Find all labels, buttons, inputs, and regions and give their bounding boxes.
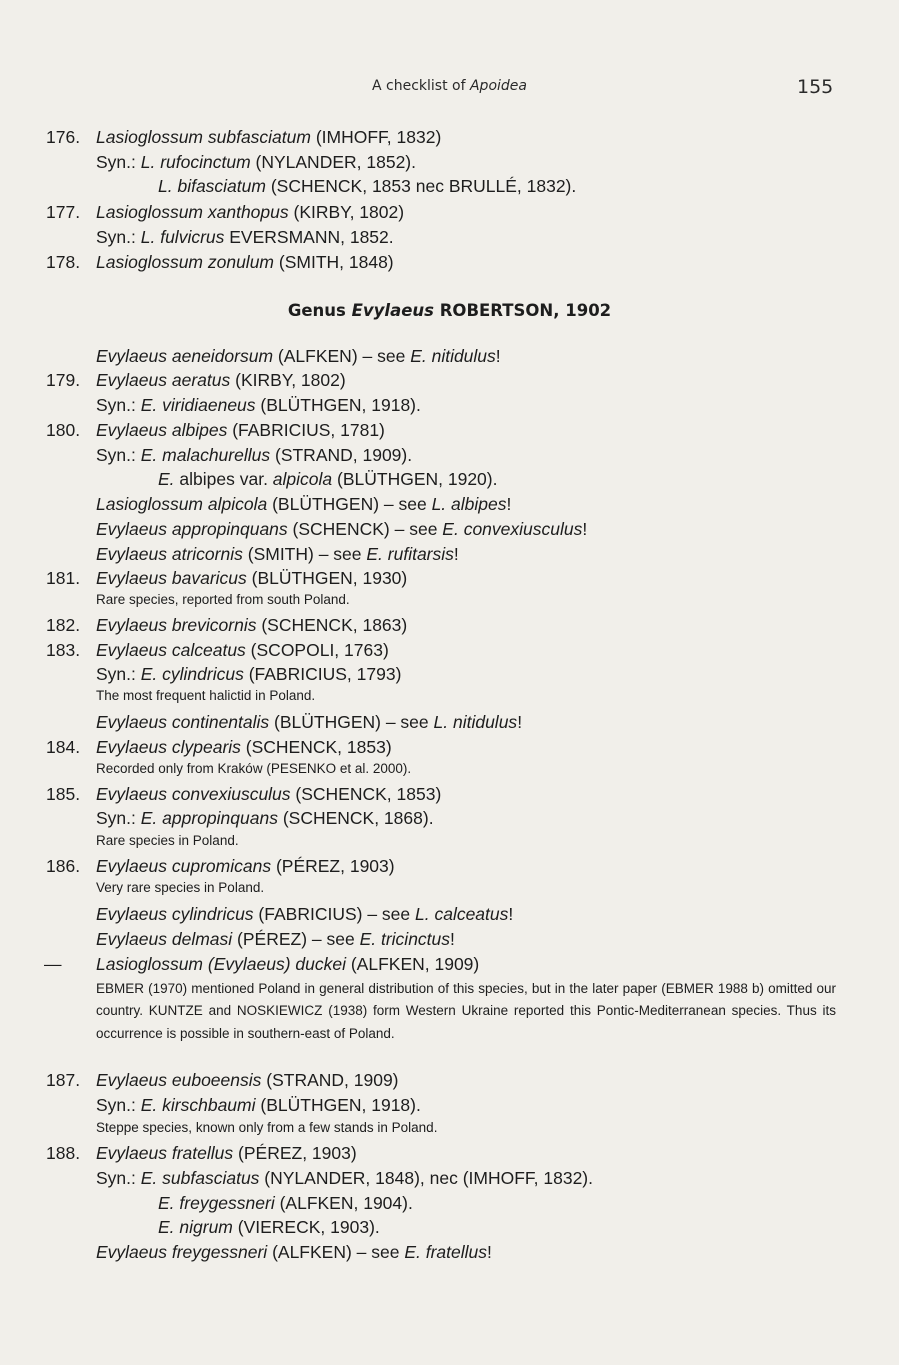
header-prefix: A checklist of bbox=[372, 78, 470, 94]
taxon-name: Evylaeus convexiusculus bbox=[96, 784, 291, 804]
line-text bbox=[96, 150, 416, 174]
entry-number: 185. bbox=[46, 784, 81, 804]
entry-number: 188. bbox=[46, 1143, 81, 1163]
line-text bbox=[96, 492, 511, 516]
line-text bbox=[96, 418, 385, 442]
syn-label: Syn.: bbox=[96, 1095, 141, 1115]
line-text bbox=[96, 735, 392, 759]
taxon-author: (FABRICIUS, 1793) bbox=[243, 664, 402, 684]
line-text bbox=[96, 686, 315, 706]
entry-number: 179. bbox=[46, 370, 81, 390]
note-text: Rare species in Poland. bbox=[96, 833, 239, 848]
line-text bbox=[96, 638, 389, 662]
entry-number: 187. bbox=[46, 1070, 81, 1090]
note-text: Rare species, reported from south Poland. bbox=[96, 592, 350, 607]
taxon-name: Evylaeus euboeensis bbox=[96, 1070, 262, 1090]
taxon-name: E. cylindricus bbox=[140, 664, 244, 684]
xref-end: ! bbox=[506, 494, 512, 514]
genus-name: Evylaeus bbox=[351, 301, 434, 320]
xref-target: E. convexiusculus bbox=[442, 519, 583, 539]
taxon-name: Evylaeus fratellus bbox=[96, 1143, 234, 1163]
taxon-name: Evylaeus delmasi bbox=[96, 929, 233, 949]
taxon-author: (SMITH) – see bbox=[242, 544, 367, 564]
line-text bbox=[96, 1141, 357, 1165]
taxon-author: (PÉREZ, 1903) bbox=[233, 1143, 357, 1163]
line-text bbox=[96, 542, 459, 566]
taxon-author: (VIERECK, 1903). bbox=[232, 1217, 380, 1237]
taxon-author: (PÉREZ, 1903) bbox=[271, 856, 395, 876]
taxon-author: (ALFKEN, 1909) bbox=[345, 954, 480, 974]
taxon-author: (BLÜTHGEN, 1918). bbox=[255, 1095, 421, 1115]
line-text bbox=[96, 759, 411, 779]
taxon-name: Evylaeus cylindricus bbox=[96, 904, 254, 924]
taxon-name: Evylaeus freygessneri bbox=[96, 1242, 268, 1262]
xref-end: ! bbox=[495, 346, 501, 366]
taxon-name: E. freygessneri bbox=[158, 1193, 275, 1213]
note-text: Steppe species, known only from a few stands in Poland. bbox=[96, 1120, 438, 1135]
line-text bbox=[96, 590, 350, 610]
line-text bbox=[96, 344, 501, 368]
syn-label: Syn.: bbox=[96, 1168, 141, 1188]
line-text bbox=[158, 1191, 413, 1215]
syn-label: Syn.: bbox=[96, 445, 141, 465]
taxon-author: (SCHENCK, 1853 nec BRULLÉ, 1832). bbox=[265, 176, 577, 196]
line-text bbox=[96, 200, 404, 224]
header-italic: Apoidea bbox=[469, 78, 527, 94]
taxon-author: (ALFKEN) – see bbox=[273, 346, 411, 366]
taxon-name: E. subfasciatus bbox=[140, 1168, 260, 1188]
line-text bbox=[96, 443, 412, 467]
line-text bbox=[96, 250, 394, 274]
taxon-author: (SCHENCK, 1868). bbox=[277, 808, 434, 828]
taxon-name: E. nigrum bbox=[158, 1217, 233, 1237]
taxon-name: Evylaeus appropinquans bbox=[96, 519, 288, 539]
taxon-name: Lasioglossum zonulum bbox=[96, 252, 275, 272]
page-number: 155 bbox=[797, 76, 834, 98]
xref-end: ! bbox=[487, 1242, 492, 1262]
line-text bbox=[96, 1093, 421, 1117]
entry-number: 177. bbox=[46, 202, 81, 222]
taxon-author: (SCHENCK) – see bbox=[287, 519, 443, 539]
line-text bbox=[96, 125, 441, 149]
taxon-name: Evylaeus brevicornis bbox=[96, 615, 257, 635]
taxon-author: (NYLANDER, 1852). bbox=[250, 152, 416, 172]
taxon-name: alpicola bbox=[272, 469, 333, 489]
line-text bbox=[96, 613, 407, 637]
taxon-author: (SCOPOLI, 1763) bbox=[245, 640, 389, 660]
taxon-name: Evylaeus continentalis bbox=[96, 712, 270, 732]
taxon-author: (FABRICIUS) – see bbox=[253, 904, 415, 924]
xref-target: E. nitidulus bbox=[410, 346, 496, 366]
line-text bbox=[96, 1068, 399, 1092]
xref-end: ! bbox=[582, 519, 588, 539]
entry-number: 181. bbox=[46, 568, 81, 588]
line-text bbox=[96, 854, 395, 878]
genus-heading: Genus Evylaeus ROBERTSON, 1902 bbox=[287, 301, 612, 320]
taxon-name: Evylaeus aeneidorsum bbox=[96, 346, 274, 366]
note-text: Very rare species in Poland. bbox=[96, 880, 265, 895]
taxon-author: (ALFKEN, 1904). bbox=[274, 1193, 413, 1213]
line-text bbox=[96, 806, 434, 830]
taxon-name: Evylaeus cupromicans bbox=[96, 856, 272, 876]
xref-target: L. calceatus bbox=[415, 904, 509, 924]
entry-number: 182. bbox=[46, 615, 81, 635]
xref-end: ! bbox=[508, 904, 514, 924]
taxon-author: (SCHENCK, 1853) bbox=[290, 784, 442, 804]
taxon-name: Evylaeus clypearis bbox=[96, 737, 241, 757]
taxon-name: E. malachurellus bbox=[140, 445, 271, 465]
taxon-author: (STRAND, 1909). bbox=[270, 445, 413, 465]
syn-label: Syn.: bbox=[96, 395, 141, 415]
xref-target: E. tricinctus bbox=[359, 929, 451, 949]
entry-number: 178. bbox=[46, 252, 81, 272]
taxon-author: (BLÜTHGEN) – see bbox=[267, 494, 432, 514]
taxon-name: L. rufocinctum bbox=[140, 152, 251, 172]
taxon-author: (BLÜTHGEN, 1920). bbox=[332, 469, 498, 489]
taxon-author: (KIRBY, 1802) bbox=[288, 202, 405, 222]
line-text bbox=[96, 566, 407, 590]
line-text bbox=[96, 782, 441, 806]
line-text bbox=[96, 927, 455, 951]
taxon-name: Lasioglossum subfasciatum bbox=[96, 127, 311, 147]
xref-target: E. fratellus bbox=[404, 1242, 488, 1262]
taxon-author: (PÉREZ) – see bbox=[232, 929, 360, 949]
line-text bbox=[96, 225, 394, 249]
line-text bbox=[96, 710, 522, 734]
note-text: Recorded only from Kraków (PESENKO et al. 2000). bbox=[96, 761, 412, 776]
line-text bbox=[158, 1215, 380, 1239]
taxon-name: E. kirschbaumi bbox=[140, 1095, 256, 1115]
taxon-author: (SMITH, 1848) bbox=[274, 252, 394, 272]
taxon-author: (BLÜTHGEN, 1918). bbox=[255, 395, 421, 415]
taxon-author: (STRAND, 1909) bbox=[261, 1070, 399, 1090]
taxon-name: Evylaeus calceatus bbox=[96, 640, 246, 660]
taxon-name: Lasioglossum alpicola bbox=[96, 494, 268, 514]
syn-label: Syn.: bbox=[96, 227, 141, 247]
taxon-author: (BLÜTHGEN, 1930) bbox=[246, 568, 408, 588]
taxon-name: Evylaeus atricornis bbox=[96, 544, 243, 564]
entry-number: 184. bbox=[46, 737, 81, 757]
entry-number: 186. bbox=[46, 856, 81, 876]
taxon-author: (FABRICIUS, 1781) bbox=[227, 420, 385, 440]
taxon-author: (SCHENCK, 1863) bbox=[256, 615, 408, 635]
taxon-author: (IMHOFF, 1832) bbox=[310, 127, 442, 147]
xref-end: ! bbox=[453, 544, 459, 564]
taxon-author: (NYLANDER, 1848), nec (IMHOFF, 1832). bbox=[259, 1168, 593, 1188]
taxon-author: albipes var. bbox=[174, 469, 273, 489]
line-text bbox=[96, 952, 479, 976]
taxon-author: EVERSMANN, 1852. bbox=[224, 227, 394, 247]
note-text: The most frequent halictid in Poland. bbox=[96, 688, 316, 703]
line-text bbox=[96, 1240, 492, 1264]
entry-number: 176. bbox=[46, 127, 81, 147]
line-text bbox=[158, 174, 576, 198]
entry-number: 180. bbox=[46, 420, 81, 440]
taxon-name: L. fulvicrus bbox=[140, 227, 225, 247]
xref-target: L. albipes bbox=[431, 494, 507, 514]
xref-target: E. rufitarsis bbox=[366, 544, 454, 564]
taxon-author: (SCHENCK, 1853) bbox=[240, 737, 392, 757]
dash-marker: — bbox=[44, 954, 62, 974]
xref-target: L. nitidulus bbox=[433, 712, 518, 732]
taxon-name: Evylaeus aeratus bbox=[96, 370, 231, 390]
line-text bbox=[96, 662, 401, 686]
taxon-author: (ALFKEN) – see bbox=[267, 1242, 405, 1262]
taxon-name: Evylaeus albipes bbox=[96, 420, 228, 440]
line-text bbox=[96, 1118, 437, 1138]
line-text bbox=[96, 393, 421, 417]
taxon-name: Lasioglossum (Evylaeus) duckei bbox=[96, 954, 346, 974]
xref-end: ! bbox=[517, 712, 523, 732]
line-text bbox=[96, 517, 587, 541]
taxon-author: (BLÜTHGEN) – see bbox=[269, 712, 434, 732]
taxon-author: (KIRBY, 1802) bbox=[230, 370, 346, 390]
line-text bbox=[158, 467, 497, 491]
syn-label: Syn.: bbox=[96, 664, 141, 684]
taxon-name: Evylaeus bavaricus bbox=[96, 568, 247, 588]
syn-label: Syn.: bbox=[96, 152, 141, 172]
taxon-name: E. bbox=[158, 469, 175, 489]
taxon-name: Lasioglossum xanthopus bbox=[96, 202, 289, 222]
taxon-name: E. viridiaeneus bbox=[140, 395, 256, 415]
line-text bbox=[96, 902, 513, 926]
taxon-name: E. appropinquans bbox=[140, 808, 278, 828]
syn-label: Syn.: bbox=[96, 808, 141, 828]
line-text bbox=[96, 831, 239, 851]
entry-number: 183. bbox=[46, 640, 81, 660]
taxon-name: L. bifasciatum bbox=[158, 176, 266, 196]
running-header bbox=[0, 78, 899, 94]
xref-end: ! bbox=[450, 929, 455, 949]
duckei-note: EBMER (1970) mentioned Poland in general distribution of this species, but in the later paper (EBMER 1988 b) omitted our country. KUNTZE and NOSKIEWICZ (1938) form Western Ukraine reported this Pontic-Mediterranean species. Thus its occurrence is possible in southern-east of Poland. bbox=[96, 981, 836, 1041]
line-text bbox=[96, 368, 346, 392]
line-text bbox=[96, 878, 264, 898]
line-text bbox=[96, 1166, 593, 1190]
